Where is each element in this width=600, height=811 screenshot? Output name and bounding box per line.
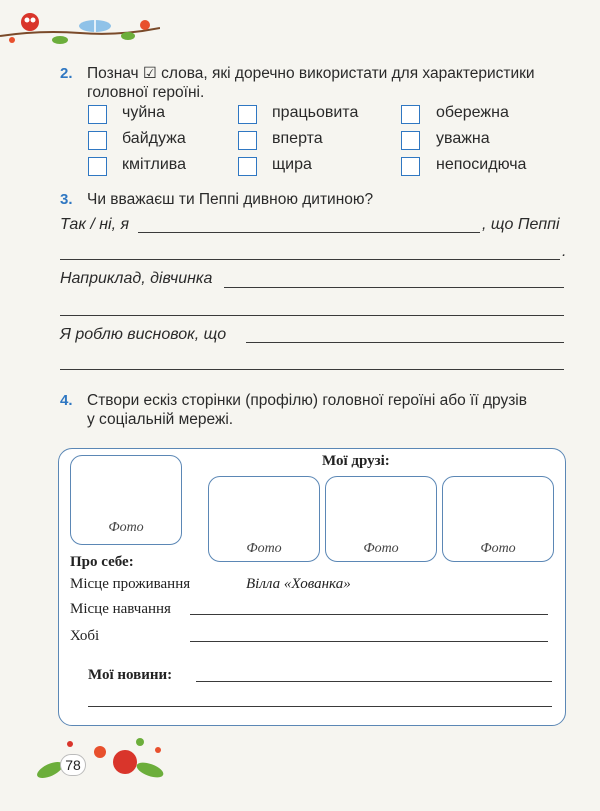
residence-label: Місце проживання: [70, 576, 191, 592]
question-4-text: Створи ескіз сторінки (профілю) головної героїні або її друзів у соціальній мережі.: [87, 392, 527, 428]
answer-line-3-start: Наприклад, дівчинка: [60, 270, 213, 287]
question-4-number: 4.: [60, 392, 73, 409]
option-label: уважна: [436, 130, 490, 147]
option-label: обережна: [436, 104, 509, 121]
option-label: щира: [272, 156, 312, 173]
study-label: Місце навчання: [70, 601, 171, 617]
flower-icon: [140, 20, 150, 30]
owl-icon: [21, 13, 39, 31]
checkbox-vperta[interactable]: [238, 131, 257, 150]
flower-icon: [94, 746, 106, 758]
option-label: байдужа: [122, 130, 186, 147]
option-label: кмітлива: [122, 156, 187, 173]
friend-photo-frame-1[interactable]: [208, 476, 320, 562]
top-decoration: [0, 0, 160, 50]
question-3-number: 3.: [60, 191, 73, 208]
checkbox-shchyra[interactable]: [238, 157, 257, 176]
bottom-decoration: [30, 730, 170, 790]
friend-photo-frame-2[interactable]: [325, 476, 437, 562]
answer-line-2[interactable]: [60, 259, 560, 260]
about-title: Про себе:: [70, 554, 134, 570]
friend-photo-frame-3[interactable]: [442, 476, 554, 562]
checkbox-baiduzha[interactable]: [88, 131, 107, 150]
photo-label: Фото: [246, 541, 282, 556]
residence-value: Вілла «Хованка»: [246, 576, 351, 592]
question-2-text: Познач ☑ слова, які доречно використати для характеристики головної героїні.: [87, 65, 535, 101]
answer-line-5-start: Я роблю висновок, що: [60, 326, 227, 343]
answer-line-3[interactable]: [224, 287, 564, 288]
question-2-number: 2.: [60, 65, 73, 82]
option-label: вперта: [272, 130, 323, 147]
news-line-1[interactable]: [196, 681, 552, 682]
news-title: Мої новини:: [88, 667, 173, 683]
photo-label: Фото: [363, 541, 399, 556]
profile-photo-frame[interactable]: [70, 455, 182, 545]
hobby-line[interactable]: [190, 641, 548, 642]
option-label: непосидюча: [436, 156, 527, 173]
answer-line-2-end: .: [562, 243, 567, 260]
photo-label: Фото: [108, 520, 144, 535]
checkbox-oberezhna[interactable]: [401, 105, 420, 124]
page-number: 78: [60, 754, 86, 776]
answer-line-6[interactable]: [60, 369, 564, 370]
option-label: чуйна: [122, 104, 166, 121]
checkbox-uvazhna[interactable]: [401, 131, 420, 150]
checkbox-kmitlyva[interactable]: [88, 157, 107, 176]
answer-line-1-start: Так / ні, я: [60, 216, 130, 233]
photo-label: Фото: [480, 541, 516, 556]
friends-title: Мої друзі:: [322, 453, 390, 469]
answer-line-1-end: , що Пеппі: [482, 216, 560, 233]
strawberry-icon: [113, 750, 137, 774]
study-line[interactable]: [190, 614, 548, 615]
checkbox-chuina[interactable]: [88, 105, 107, 124]
checkbox-neposydiucha[interactable]: [401, 157, 420, 176]
answer-line-4[interactable]: [60, 315, 564, 316]
news-line-2[interactable]: [88, 706, 552, 707]
checkbox-pratsovyta[interactable]: [238, 105, 257, 124]
answer-line-5[interactable]: [246, 342, 564, 343]
answer-line-1[interactable]: [138, 232, 480, 233]
question-3-text: Чи вважаєш ти Пеппі дивною дитиною?: [87, 191, 374, 208]
option-label: працьовита: [272, 104, 359, 121]
hobby-label: Хобі: [70, 628, 100, 644]
